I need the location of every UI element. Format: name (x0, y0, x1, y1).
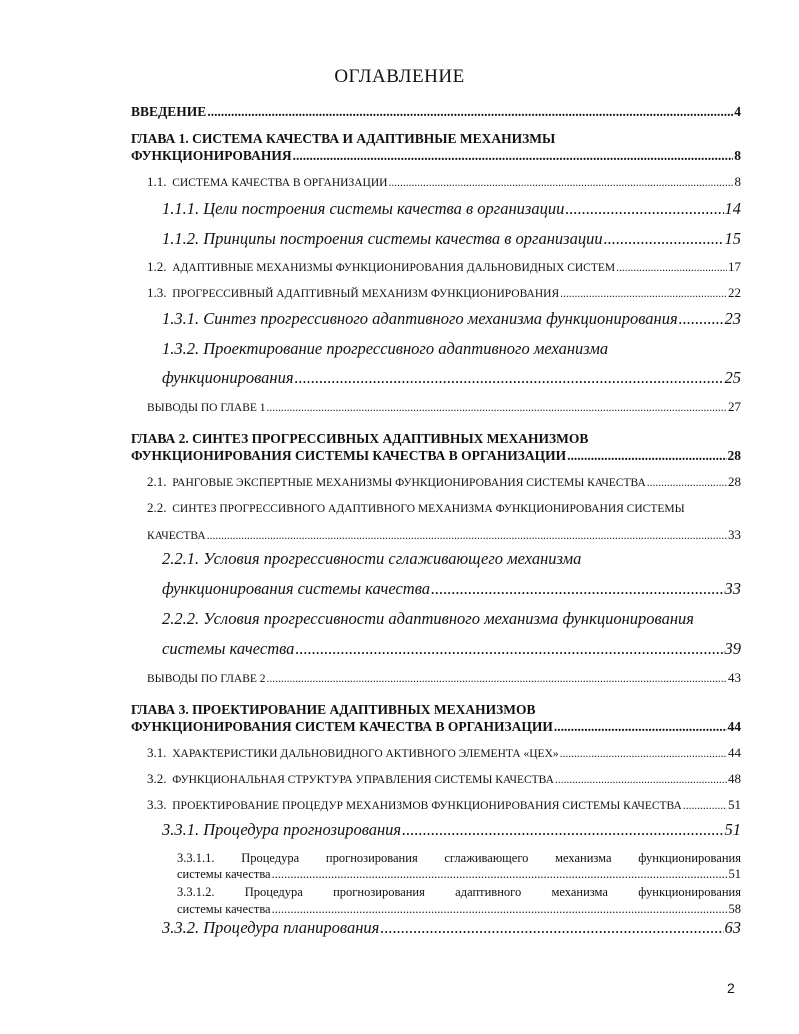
toc-item-3-3-1-1: системы качества ..... 51 (177, 867, 741, 882)
toc-subsection-2-2-1-line1: 2.2.1. Условия прогрессивности сглаживающего механизма (162, 549, 582, 568)
toc-chapter-3: ФУНКЦИОНИРОВАНИЯ СИСТЕМ КАЧЕСТВА В ОРГАНИЗАЦИИ ..... 44 (131, 719, 741, 735)
toc-section-2-2-line1: 2.2. СИНТЕЗ ПРОГРЕССИВНОГО АДАПТИВНОГО МЕХАНИЗМА ФУНКЦИОНИРОВАНИЯ СИСТЕМЫ (147, 500, 685, 515)
toc-subsection-1-3-2: функционирования ..... 25 (162, 368, 741, 388)
toc-section-3-1: 3.1. ХАРАКТЕРИСТИКИ ДАЛЬНОВИДНОГО АКТИВНОГО ЭЛЕМЕНТА «ЦЕХ» ..... 44 (147, 745, 741, 761)
toc-item-3-3-1-1-line1: 3.3.1.1. Процедура прогнозирования сглаживающего механизма функционирования (177, 851, 741, 865)
toc-subsection-1-1-2: 1.1.2. Принципы построения системы качества в организации ..... 15 (162, 229, 741, 249)
toc-section-2-1: 2.1. РАНГОВЫЕ ЭКСПЕРТНЫЕ МЕХАНИЗМЫ ФУНКЦИОНИРОВАНИЯ СИСТЕМЫ КАЧЕСТВА ..... 28 (147, 474, 741, 490)
toc-subsection-1-1-1: 1.1.1. Цели построения системы качества в организации ..... 14 (162, 199, 741, 219)
toc-section-1-3: 1.3. ПРОГРЕССИВНЫЙ АДАПТИВНЫЙ МЕХАНИЗМ ФУНКЦИОНИРОВАНИЯ ..... 22 (147, 285, 741, 301)
toc-subsection-2-2-1: функционирования системы качества ..... 33 (162, 579, 741, 599)
toc-section-1-1: 1.1. СИСТЕМА КАЧЕСТВА В ОРГАНИЗАЦИИ ..... 8 (147, 174, 741, 190)
toc-chapter-2: ФУНКЦИОНИРОВАНИЯ СИСТЕМЫ КАЧЕСТВА В ОРГАНИЗАЦИИ ..... 28 (131, 448, 741, 464)
toc-section-1-2: 1.2. АДАПТИВНЫЕ МЕХАНИЗМЫ ФУНКЦИОНИРОВАНИЯ ДАЛЬНОВИДНЫХ СИСТЕМ ..... 17 (147, 259, 741, 275)
toc-subsection-1-3-1: 1.3.1. Синтез прогрессивного адаптивного механизма функционирования ..... 23 (162, 309, 741, 329)
toc-chapter-1-line1: ГЛАВА 1. СИСТЕМА КАЧЕСТВА И АДАПТИВНЫЕ МЕХАНИЗМЫ (131, 131, 556, 146)
toc-section-2-2: КАЧЕСТВА ..... 33 (147, 527, 741, 543)
toc-section-3-3: 3.3. ПРОЕКТИРОВАНИЕ ПРОЦЕДУР МЕХАНИЗМОВ ФУНКЦИОНИРОВАНИЯ СИСТЕМЫ КАЧЕСТВА ..... 51 (147, 797, 741, 813)
toc-section-3-2: 3.2. ФУНКЦИОНАЛЬНАЯ СТРУКТУРА УПРАВЛЕНИЯ СИСТЕМЫ КАЧЕСТВА ..... 48 (147, 771, 741, 787)
toc-subsection-2-2-2-line1: 2.2.2. Условия прогрессивности адаптивного механизма функционирования (162, 609, 694, 628)
toc-chapter-3-line1: ГЛАВА 3. ПРОЕКТИРОВАНИЕ АДАПТИВНЫХ МЕХАНИЗМОВ (131, 702, 536, 717)
page-title: ОГЛАВЛЕНИЕ (334, 66, 465, 87)
toc-chapter-1: ФУНКЦИОНИРОВАНИЯ ..... 8 (131, 148, 741, 164)
toc-subsection-1-3-2-line1: 1.3.2. Проектирование прогрессивного адаптивного механизма (162, 339, 609, 358)
toc-subsection-3-3-1: 3.3.1. Процедура прогнозирования ..... 51 (162, 820, 741, 840)
toc-subsection-2-2-2: системы качества ..... 39 (162, 639, 741, 659)
toc-conclusion-2: ВЫВОДЫ ПО ГЛАВЕ 2 ..... 43 (147, 670, 741, 686)
page-number: 2 (727, 980, 735, 996)
toc-item-3-3-1-2-line1: 3.3.1.2. Процедура прогнозирования адаптивного механизма функционирования (177, 885, 741, 899)
toc-conclusion-1: ВЫВОДЫ ПО ГЛАВЕ 1 ..... 27 (147, 399, 741, 415)
toc-entry-intro: ВВЕДЕНИЕ ..... 4 (131, 104, 741, 120)
toc-item-3-3-1-2: системы качества ..... 58 (177, 902, 741, 917)
toc-chapter-2-line1: ГЛАВА 2. СИНТЕЗ ПРОГРЕССИВНЫХ АДАПТИВНЫХ МЕХАНИЗМОВ (131, 431, 589, 446)
toc-subsection-3-3-2: 3.3.2. Процедура планирования ..... 63 (162, 918, 741, 938)
